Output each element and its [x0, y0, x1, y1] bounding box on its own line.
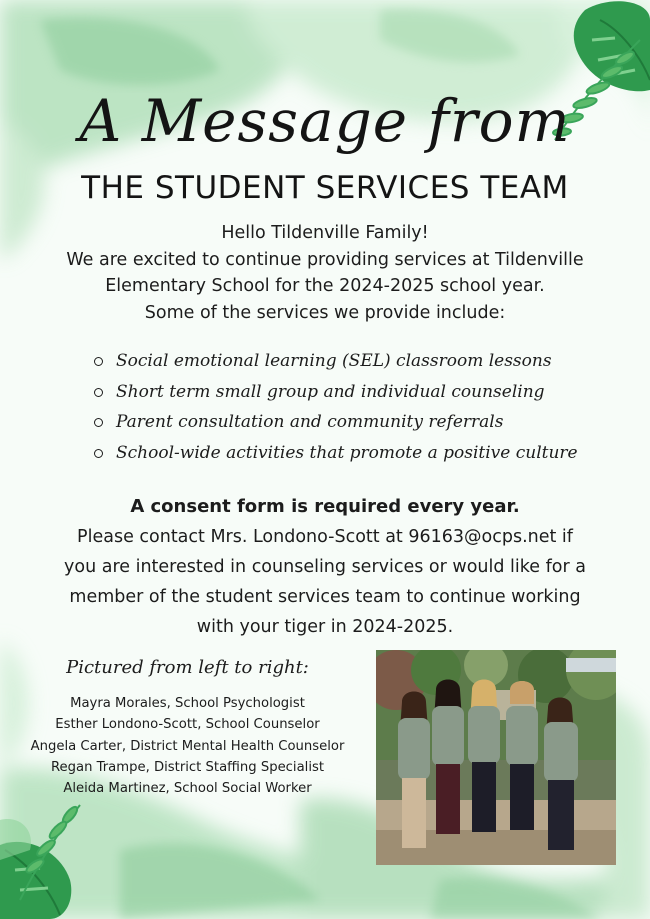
bullet-circle-icon [94, 388, 103, 397]
bullet-circle-icon [94, 357, 103, 366]
service-label: Social emotional learning (SEL) classroom lessons [116, 351, 552, 371]
consent-line: Please contact Mrs. Londono-Scott at 96163@ocps.net if [77, 527, 573, 547]
services-list [94, 346, 594, 468]
staff-names [15, 693, 360, 799]
intro-line: We are excited to continue providing services at Tildenville [66, 249, 584, 270]
bullet-circle-icon [94, 418, 103, 427]
staff-name: Aleida Martinez, School Social Worker [63, 781, 312, 797]
team-photo [376, 650, 616, 865]
intro-paragraph [20, 220, 630, 326]
staff-name: Mayra Morales, School Psychologist [70, 696, 305, 711]
pictured-heading: Pictured from left to right: [66, 657, 309, 678]
list-item [94, 407, 594, 438]
consent-heading: A consent form is required every year. [130, 496, 520, 517]
intro-line: Elementary School for the 2024-2025 school year. [105, 276, 545, 296]
intro-line: Hello Tildenville Family! [221, 223, 429, 243]
list-item [94, 346, 594, 377]
service-label: Short term small group and individual counseling [116, 381, 545, 402]
consent-line: member of the student services team to continue working [69, 587, 581, 607]
staff-name: Regan Trampe, District Staffing Specialist [50, 759, 325, 775]
intro-line: Some of the services we provide include: [144, 302, 506, 323]
staff-name: Angela Carter, District Mental Health Counselor [30, 738, 345, 754]
staff-name: Esther Londono-Scott, School Counselor [55, 717, 320, 733]
consent-line: with your tiger in 2024-2025. [196, 617, 454, 637]
consent-paragraph [20, 522, 630, 642]
service-label: School-wide activities that promote a positive culture [116, 442, 578, 463]
script-title: A Message from [79, 87, 571, 155]
list-item [94, 377, 594, 408]
service-label: Parent consultation and community referrals [116, 412, 504, 433]
page-title: THE STUDENT SERVICES TEAM [81, 170, 569, 206]
consent-line: you are interested in counseling services or would like for a [64, 557, 586, 577]
bullet-circle-icon [94, 449, 103, 458]
list-item [94, 438, 594, 469]
